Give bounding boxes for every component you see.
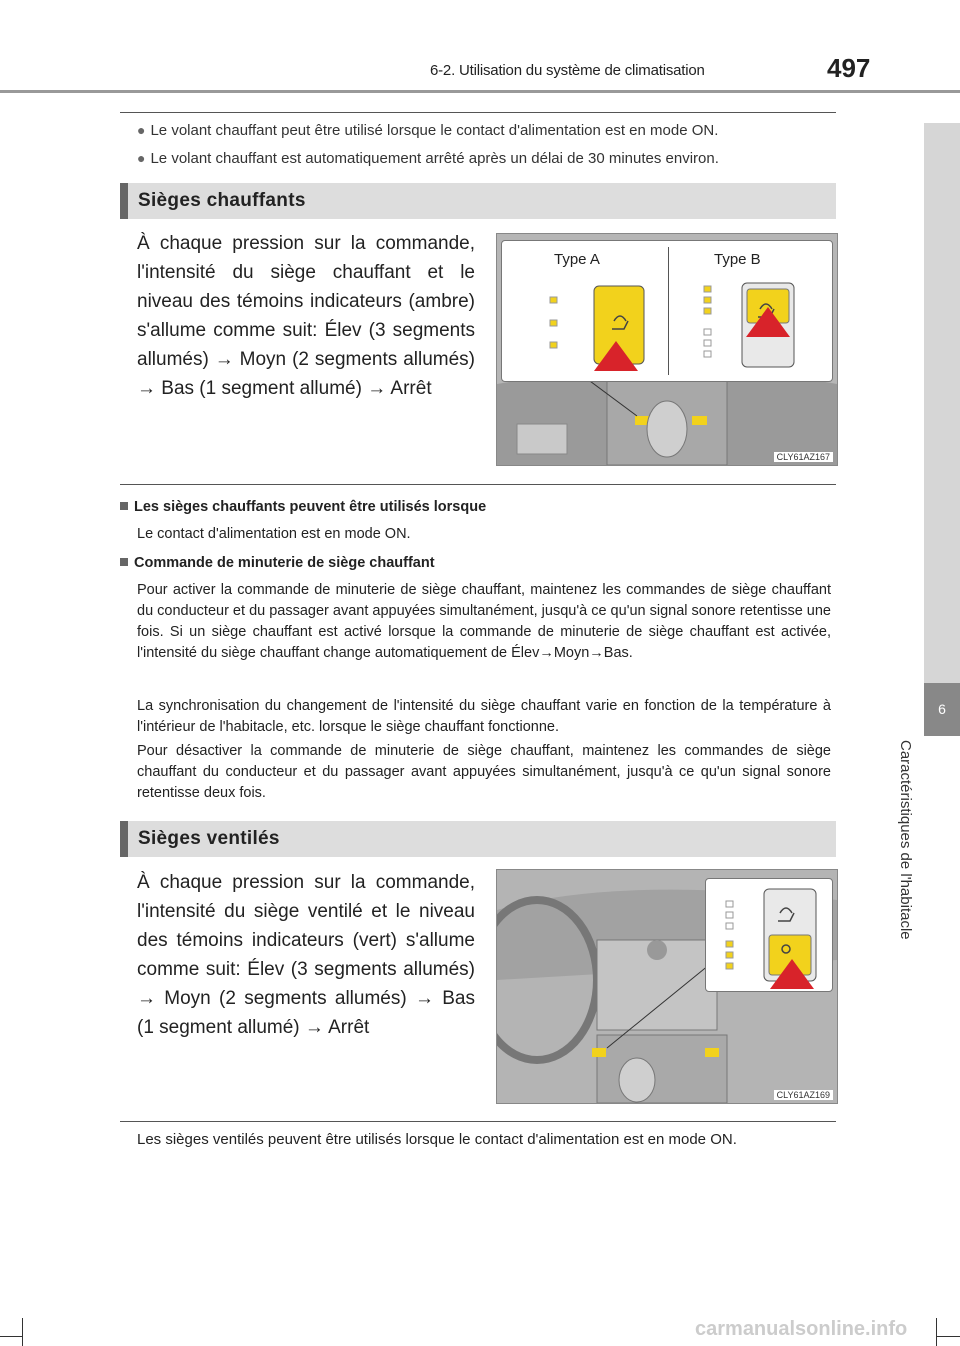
chapter-label: Caractéristiques de l'habitacle [897,740,914,940]
red-arrow-icon [594,341,638,371]
square-bullet-icon [120,558,128,566]
heading-bar [120,183,128,219]
bullet-dot-icon: ● [137,150,146,166]
section-title: 6-2. Utilisation du système de climatisation [430,62,705,79]
page-number: 497 [827,53,871,83]
type-b-label: Type B [714,251,761,268]
switch-callout [705,878,833,992]
note-paragraph: Pour désactiver la commande de minuterie de siège chauffant, maintenez les commandes de siège chauffant du conducteur et du passager avant appuyées simultanément, jusqu'à ce qu'un signal sonore retentisse deux fois. [137,743,831,801]
side-tab-band [924,123,960,683]
ventilated-footer-note: Les sièges ventilés peuvent être utilisés lorsque le contact d'alimentation est en mode ON. [137,1131,737,1148]
ventilated-seats-illustration [496,869,838,1104]
bullet-item: ● Le volant chauffant est automatiquement arrêté après un délai de 30 minutes environ. [137,150,719,167]
bullet-item: ● Le volant chauffant peut être utilisé lorsque le contact d'alimentation est en mode ON. [137,122,719,139]
section-rule [120,484,836,485]
crop-mark [0,1336,22,1337]
heated-seats-description: À chaque pression sur la commande, l'intensité du siège chauffant et le niveau des témoins indicateurs (ambre) s'allume comme suit: Élev (3 segments allumés) → Moyn (2 segments allumés) → Bas (1 segment allumé) → Arrêt [137,233,475,399]
header-rule [0,90,960,93]
square-bullet-icon [120,502,128,510]
crop-mark [22,1318,23,1346]
note-heading: Les sièges chauffants peuvent être utilisés lorsque [120,499,486,515]
top-rule [120,112,836,113]
section-rule [120,1121,836,1122]
heading-heated-seats: Sièges chauffants [120,183,836,219]
heated-seats-illustration [496,233,838,466]
illustration-code: CLY61AZ169 [774,1090,833,1100]
ventilated-seats-description: À chaque pression sur la commande, l'intensité du siège ventilé et le niveau des témoins indicateurs (vert) s'allume comme suit: Élev (3 segments allumés) → Moyn (2 segments allumés) → Bas (1 segment allumé) → Arrêt [137,872,475,1038]
type-a-label: Type A [554,251,600,268]
note-paragraph: Pour activer la commande de minuterie de siège chauffant, maintenez les commandes de siège chauffant du conducteur et du passager avant appuyées simultanément, jusqu'à ce qu'un signal sonore retentisse une fois. Si un siège chauffant est activé lorsque la commande de minuterie de siège chauffant est activée, l'intensité du siège chauffant change automatiquement de Élev→Moyn→Bas. [137,582,831,661]
red-arrow-icon [746,307,790,337]
chapter-tab [924,683,960,736]
crop-mark [936,1318,937,1346]
chapter-number: 6 [938,701,946,717]
switch-callout [501,240,833,382]
bullet-dot-icon: ● [137,122,146,138]
note-paragraph: Le contact d'alimentation est en mode ON. [137,526,411,542]
heading-ventilated-seats: Sièges ventilés [120,821,836,857]
watermark: carmanualsonline.info [695,1318,908,1340]
note-heading: Commande de minuterie de siège chauffant [120,555,435,571]
illustration-code: CLY61AZ167 [774,452,833,462]
chapter-label-container [880,740,916,970]
heading-bar [120,821,128,857]
red-arrow-icon [770,959,814,989]
crop-mark [937,1336,960,1337]
note-paragraph: La synchronisation du changement de l'intensité du siège chauffant varie en fonction de la température à l'intérieur de l'habitacle, etc. lorsque le siège chauffant fonctionne. [137,698,831,735]
